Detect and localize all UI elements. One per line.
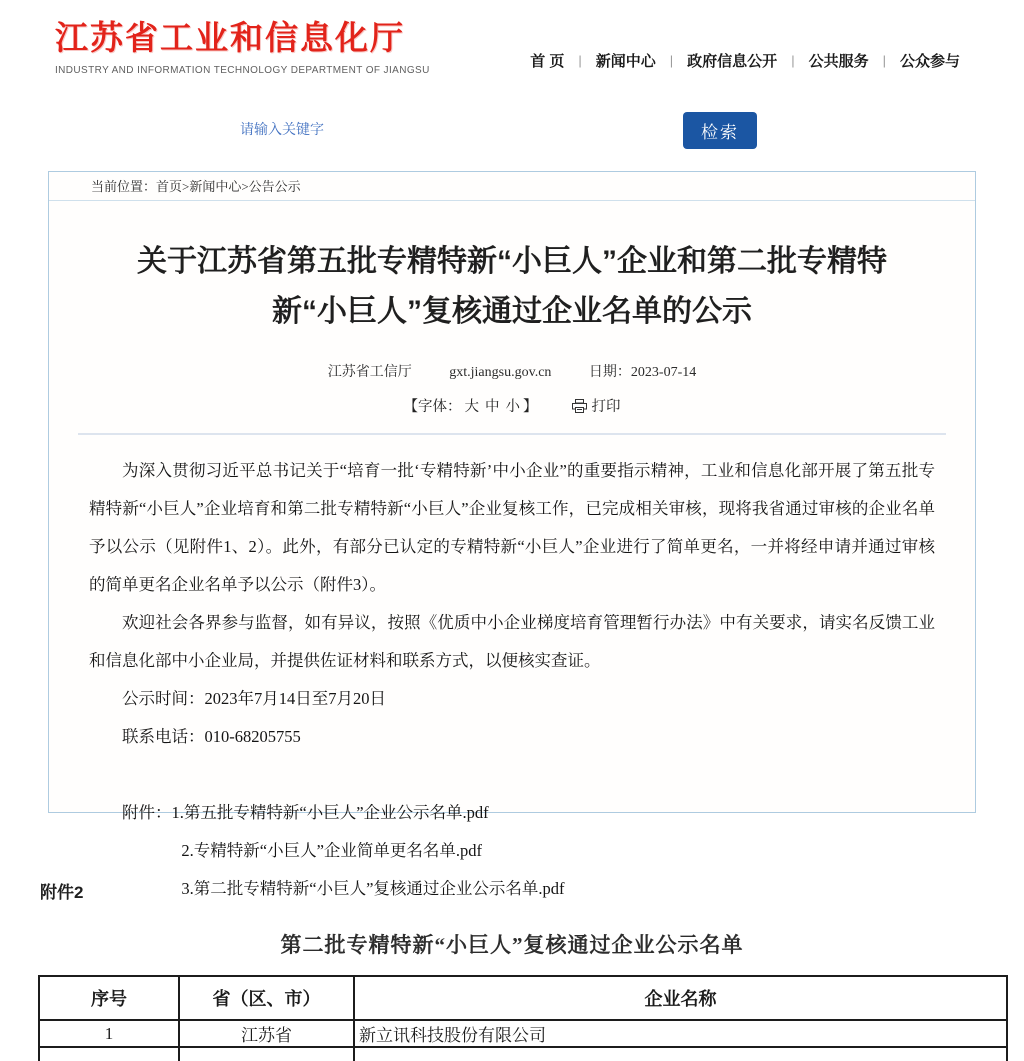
- cell-company: [354, 1047, 1007, 1061]
- page-title: 关于江苏省第五批专精特新“小巨人”企业和第二批专精特新“小巨人”复核通过企业名单的公示: [137, 245, 887, 328]
- article-meta: [49, 361, 975, 381]
- breadcrumb[interactable]: 当前位置：首页>新闻中心>公告公示: [49, 172, 975, 201]
- print-button[interactable]: [572, 399, 621, 415]
- attachment-link-2[interactable]: 2.专精特新“小巨人”企业简单更名名单.pdf: [181, 841, 483, 860]
- publicity-period-line: 公示时间：2023年7月14日至7月20日: [122, 689, 386, 708]
- column-header-province: 省（区、市）: [179, 976, 354, 1020]
- font-size-label-open: 【字体：: [403, 399, 462, 415]
- table-row: [39, 1020, 1007, 1047]
- table-header-row: [39, 976, 1007, 1020]
- site-logo-title: 江苏省工业和信息化厅: [55, 19, 405, 56]
- main-nav: [516, 50, 974, 71]
- article-controls: [49, 395, 975, 416]
- annex-table-title: 第二批专精特新“小巨人”复核通过企业公示名单: [280, 933, 744, 957]
- paragraph-1: 为深入贯彻习近平总书记关于“培育一批‘专精特新’中小企业”的重要指示精神，工业和信息化部开展了第五批专精特新“小巨人”企业培育和第二批专精特新“小巨人”企业复核工作，已完成相关审核，现将我省通过审核的企业名单予以公示（见附件1、2）。此外，有部分已认定的专精特新“小巨人”企业进行了简单更名，一并将经申请并通过审核的简单更名企业名单予以公示（附件3）。: [89, 461, 935, 594]
- nav-item-gov-info[interactable]: 政府信息公开: [687, 53, 778, 70]
- article-site-url: gxt.jiangsu.gov.cn: [449, 365, 552, 380]
- nav-item-home[interactable]: 首 页: [530, 53, 565, 70]
- article-date: 日期：2023-07-14: [588, 365, 697, 380]
- font-size-small-button[interactable]: 小: [505, 399, 520, 415]
- nav-separator: |: [882, 53, 886, 68]
- cell-province: 江苏省: [179, 1020, 354, 1047]
- font-size-label-close: 】: [523, 399, 538, 415]
- column-header-index: 序号: [39, 976, 179, 1020]
- search-input[interactable]: [240, 110, 630, 148]
- meta-divider: [78, 433, 946, 435]
- cell-index: 1: [39, 1020, 179, 1047]
- company-table: [38, 975, 1008, 1061]
- site-logo-subtitle: INDUSTRY AND INFORMATION TECHNOLOGY DEPARTMENT OF JIANGSU: [55, 65, 430, 76]
- print-label: 打印: [591, 399, 621, 415]
- annex-section: [0, 878, 1024, 1061]
- contact-phone-line: 联系电话：010-68205755: [122, 727, 301, 746]
- cell-company: 新立讯科技股份有限公司: [354, 1020, 1007, 1047]
- nav-separator: |: [578, 53, 582, 68]
- article-body: [89, 452, 935, 908]
- font-size-medium-button[interactable]: 中: [485, 399, 500, 415]
- attachment-link-3[interactable]: 3.第二批专精特新“小巨人”复核通过企业公示名单.pdf: [181, 879, 565, 898]
- attachment-link-1[interactable]: 附件：1.第五批专精特新“小巨人”企业公示名单.pdf: [122, 803, 489, 822]
- font-size-large-button[interactable]: 大: [464, 399, 479, 415]
- nav-separator: |: [791, 53, 795, 68]
- nav-item-public-service[interactable]: 公共服务: [808, 53, 869, 70]
- nav-item-news[interactable]: 新闻中心: [595, 53, 656, 70]
- search-button[interactable]: 检索: [683, 112, 757, 149]
- cell-index: [39, 1047, 179, 1061]
- paragraph-2: 欢迎社会各界参与监督，如有异议，按照《优质中小企业梯度培育管理暂行办法》中有关要求，请实名反馈工业和信息化部中小企业局，并提供佐证材料和联系方式，以便核实查证。: [89, 613, 935, 670]
- table-row-partial: [39, 1047, 1007, 1061]
- article-source: 江苏省工信厅: [327, 365, 412, 380]
- printer-icon: [572, 399, 587, 413]
- site-logo[interactable]: [55, 12, 430, 76]
- nav-separator: |: [669, 53, 674, 68]
- nav-item-public-participation[interactable]: 公众参与: [899, 53, 960, 70]
- cell-province: [179, 1047, 354, 1061]
- column-header-company: 企业名称: [354, 976, 1007, 1020]
- annex-label: 附件2: [40, 883, 84, 902]
